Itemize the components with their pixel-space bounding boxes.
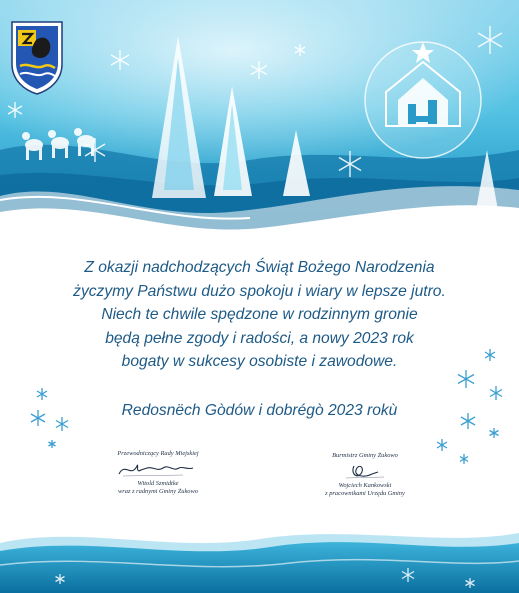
nativity-scene-icon [365, 42, 481, 158]
snowflake-icon [437, 439, 447, 451]
signature-block-left [88, 450, 228, 496]
snowflake-icon [490, 428, 499, 438]
snowflake-icon [485, 349, 495, 361]
signature-role: Burmistrz Gminy Żukowo [332, 452, 398, 459]
snowflake-icon [460, 454, 468, 464]
winter-scene-footer [0, 505, 519, 593]
winter-scene-header [0, 0, 519, 250]
signature-note: wraz z radnymi Gminy Żukowo [118, 488, 198, 495]
signature-role: Przewodniczący Rady Miejskiej [117, 450, 199, 457]
snowflake-icon [31, 410, 45, 426]
greeting-line: bogaty w sukcesy osobiste i zawodowe. [121, 353, 398, 371]
greeting-line: Z okazji nadchodzących Świąt Bożego Narodzenia [84, 259, 435, 276]
snowflake-icon [49, 440, 56, 448]
snowflake-cluster-right [428, 345, 508, 470]
greeting-line: będą pełne zgody i radości, a nowy 2023 rok [105, 329, 414, 347]
snowflake-icon [37, 388, 47, 400]
handwritten-signature [320, 460, 410, 482]
signature-name: Wojciech Kankowski [338, 482, 392, 489]
snowflake-icon [458, 370, 474, 388]
snowflake-cluster-left [28, 380, 78, 450]
snowflake-icon [461, 413, 475, 429]
snowflake-icon [56, 417, 68, 431]
greeting-line: Niech te chwile spędzone w rodzinnym gronie [101, 306, 418, 324]
handwritten-signature [113, 458, 203, 480]
signature-name: Witold Szmidtke [137, 480, 179, 487]
coat-of-arms-icon [12, 22, 62, 94]
signature-note: z pracownikami Urzędu Gminy [325, 490, 405, 497]
kashubian-greeting: Redosnëch Gòdów i dobrégò 2023 rokù [121, 402, 398, 419]
signature-block-right [295, 452, 435, 498]
snowflake-icon [490, 386, 502, 400]
greeting-line: życzymy Państwu dużo spokoju i wiary w lepsze jutro. [73, 282, 446, 300]
